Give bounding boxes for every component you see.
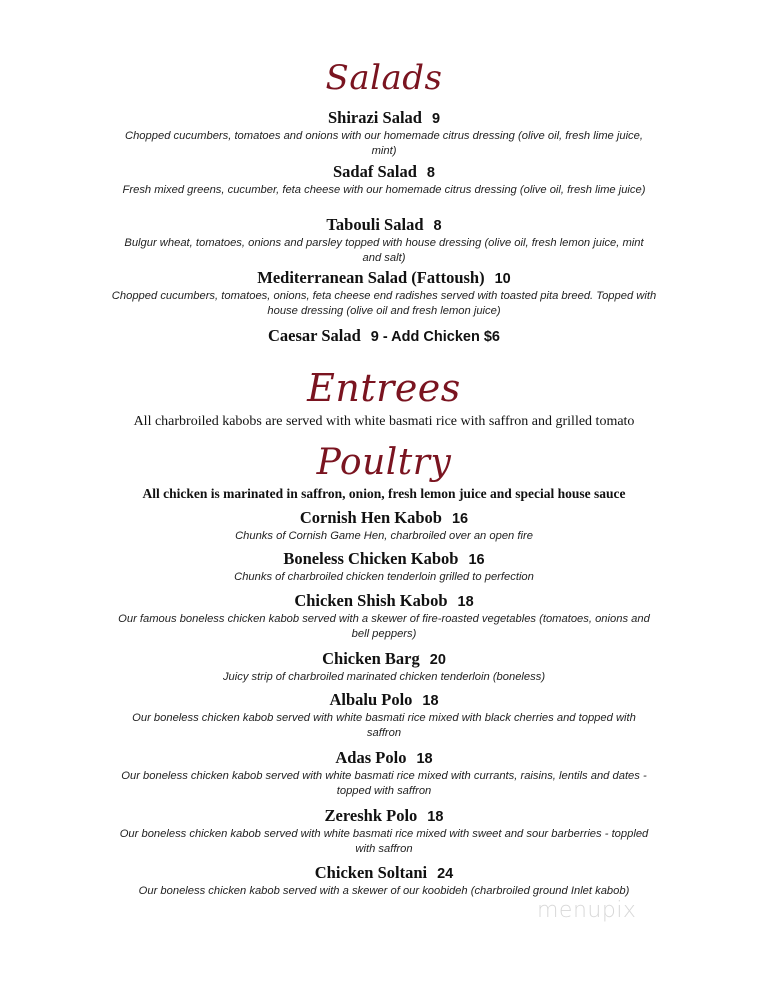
item-name: Shirazi Salad xyxy=(327,108,422,127)
menu-item xyxy=(0,508,768,544)
item-price: 9 xyxy=(431,111,441,127)
item-price: 18 xyxy=(416,751,433,767)
entrees-note: All charbroiled kabobs are served with white basmati rice with saffron and grilled tomato xyxy=(133,414,635,429)
menu-item xyxy=(0,748,768,799)
menu-item xyxy=(0,162,768,198)
item-description: Juicy strip of charbroiled marinated chicken tenderloin (boneless) xyxy=(222,671,546,683)
poultry-note: All chicken is marinated in saffron, onion, fresh lemon juice and special house sauce xyxy=(142,486,626,501)
item-price: 16 xyxy=(468,552,485,568)
menu-item xyxy=(0,215,768,266)
item-description: Chunks of Cornish Game Hen, charbroiled over an open fire xyxy=(235,530,533,542)
item-name: Chicken Soltani xyxy=(314,863,428,882)
item-name: Adas Polo xyxy=(335,748,407,767)
menu-item xyxy=(0,690,768,741)
item-price: 24 xyxy=(437,866,454,882)
item-price: 18 xyxy=(422,693,439,709)
item-price: 18 xyxy=(427,809,444,825)
menu-item xyxy=(0,326,768,346)
item-description: Chopped cucumbers, tomatoes and onions with our homemade citrus dressing (olive oil, fresh lime juice, mint) xyxy=(125,130,643,157)
menu-item xyxy=(0,108,768,159)
menu-item xyxy=(0,649,768,685)
item-name: Chicken Shish Kabob xyxy=(294,591,448,610)
item-name: Albalu Polo xyxy=(329,690,413,709)
menu-item xyxy=(0,863,768,899)
entrees-heading: Entrees xyxy=(307,366,461,410)
item-name: Boneless Chicken Kabob xyxy=(283,549,459,568)
item-name: Tabouli Salad xyxy=(326,215,424,234)
menu-item xyxy=(0,268,768,319)
menu-item xyxy=(0,591,768,642)
item-price: 16 xyxy=(451,511,469,527)
item-description: Our boneless chicken kabob served with white basmati rice mixed with black cherries and topped with saffron xyxy=(132,712,636,739)
item-description: Fresh mixed greens, cucumber, feta cheese with our homemade citrus dressing (olive oil, fresh lime juice) xyxy=(122,184,646,196)
menu-item xyxy=(0,549,768,585)
item-price: 18 xyxy=(457,594,474,610)
item-description: Chunks of charbroiled chicken tenderloin grilled to perfection xyxy=(234,571,534,583)
item-description: Our boneless chicken kabob served with a skewer of our koobideh (charbroiled ground Inlet kabob) xyxy=(138,885,630,897)
menu-item xyxy=(0,806,768,857)
item-description: Chopped cucumbers, tomatoes, onions, feta cheese end radishes served with toasted pita breed. Topped with house dressing (olive oil and fresh lemon juice) xyxy=(111,290,657,317)
item-name: Mediterranean Salad (Fattoush) xyxy=(257,268,485,287)
item-price: 8 xyxy=(433,218,442,234)
watermark-logo: menupix xyxy=(537,898,637,923)
item-name: Cornish Hen Kabob xyxy=(299,508,442,527)
item-name: Sadaf Salad xyxy=(333,162,417,181)
poultry-heading: Poultry xyxy=(316,442,452,483)
item-description: Our boneless chicken kabob served with white basmati rice mixed with currants, raisins, lentils and dates - topped with saffron xyxy=(121,770,647,797)
salads-heading: Salads xyxy=(325,58,443,98)
item-price: 10 xyxy=(494,271,511,287)
item-price: 8 xyxy=(426,165,435,181)
item-description: Bulgur wheat, tomatoes, onions and parsley topped with house dressing (olive oil, fresh lemon juice, mint and salt) xyxy=(124,237,644,264)
item-name: Zereshk Polo xyxy=(324,806,418,825)
item-price: 9 - Add Chicken $6 xyxy=(370,329,500,345)
item-description: Our famous boneless chicken kabob served with a skewer of fire-roasted vegetables (tomatoes, onions and bell peppers) xyxy=(118,613,650,640)
item-name: Caesar Salad xyxy=(268,326,361,345)
item-name: Chicken Barg xyxy=(322,649,420,668)
item-description: Our boneless chicken kabob served with white basmati rice mixed with sweet and sour barberries - toppled with saffron xyxy=(119,828,649,855)
item-price: 20 xyxy=(429,652,446,668)
